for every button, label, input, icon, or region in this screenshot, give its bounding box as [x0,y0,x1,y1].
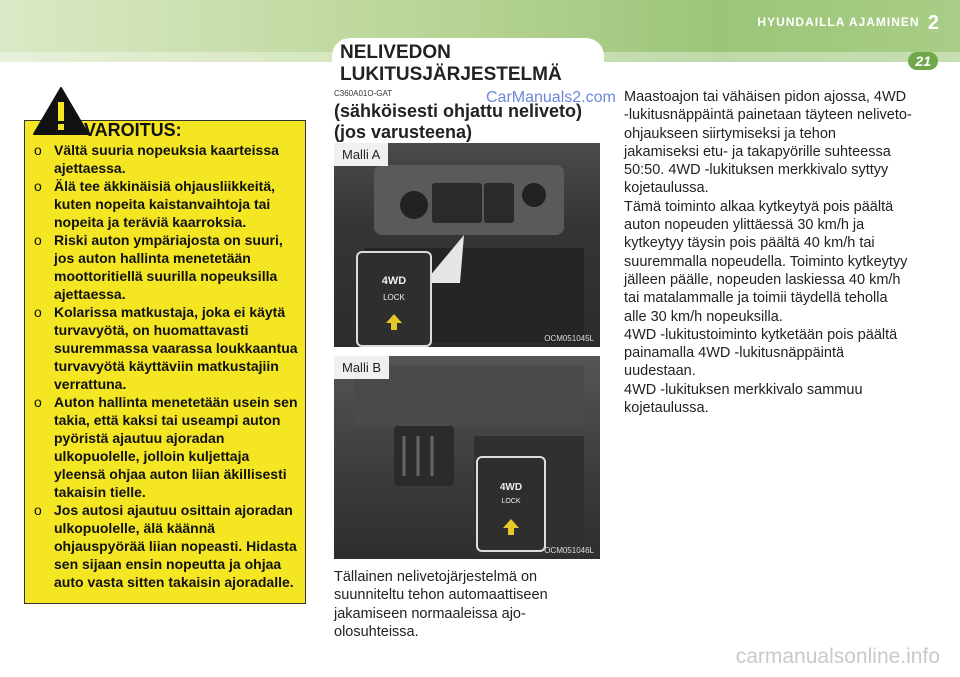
figure-a-caption: OCM051045L [544,334,594,343]
section-code: C360A01O-GAT [334,89,393,98]
figure-b-button-line2: LOCK [501,498,521,505]
section-title-line1: NELIVEDON [340,42,451,63]
chapter-title [757,12,940,35]
figure-b-label: Malli B [334,356,389,379]
warning-bullet: o [34,142,42,158]
footer-watermark: carmanualsonline.info [735,645,940,668]
section-subtitle [334,101,582,143]
figure-b-caption: OCM051046L [544,546,594,555]
chapter-title-text: HYUNDAILLA AJAMINEN [757,15,920,29]
section-title-line2: LUKITUSJÄRJESTELMÄ [340,64,562,85]
warning-item [32,177,304,231]
warning-item [32,303,304,393]
watermark-top: CarManuals2.com [486,89,616,106]
body-middle-text: Tällainen nelivetojärjestelmä on suunniteltu tehon automaattiseen jakamiseen normaaleissa ajo-olosuhteissa. [334,569,548,640]
body-right-paragraph: Maastoajon tai vähäisen pidon ajossa, 4WD -lukitusnäppäintä painetaan täyteen neliveto-ohjaukseen siirtymiseksi ja tehon jakamiseksi etu- ja takapyörille suhteessa 50:50. 4WD -lukituksen merkkivalo syttyy kojetaulussa. [624,89,912,197]
chapter-number: 2 [927,12,940,34]
section-title [340,42,562,86]
console-b-illustration [334,356,600,559]
warning-item-text: Kolarissa matkustaja, joka ei käytä turvavyötä, on huomattavasti suuremmassa vaarassa loukkaantua turvavyötä käyttäviin matkustajiin verrattuna. [54,304,298,392]
warning-bullet: o [34,394,42,410]
figure-b-button-callout [476,456,546,552]
warning-triangle-icon [32,86,90,136]
body-right-paragraph: 4WD -lukitustoiminto kytketään pois päältä painamalla 4WD -lukitusnäppäintä uudestaan. [624,326,898,380]
figure-a-label: Malli A [334,143,388,166]
figure-a-button-line2: LOCK [383,293,405,302]
figure-b-button-line1: 4WD [499,482,523,493]
warning-bullet: o [34,232,42,248]
body-right-column [624,88,912,417]
warning-item [32,501,304,591]
body-right-paragraph: Tämä toiminto alkaa kytkeytyä pois päältä auton nopeuden ylittäessä 30 km/h ja kytkeytyy täysin pois päältä 40 km/h tai suuremmalla nopeudella. Toiminto kytkeytyy jälleen päälle, nopeuden laskiessa 40 km/h tai matalammalle ja toimii täydellä teholla alle 30 km/h nopeuksilla. [624,198,908,325]
lock-arrow-icon [385,313,403,331]
warning-bullet: o [34,502,42,518]
figure-a-button-callout [356,251,432,347]
warning-bullet: o [34,304,42,320]
warning-item-text: Älä tee äkkinäisiä ohjausliikkeitä, kuten nopeita kaistanvaihtoja tai nopeita ja teräviä kaarroksia. [54,178,275,230]
warning-item-text: Auton hallinta menetetään usein sen takia, että kaksi tai useampi auton pyöristä ajautuu ajoradan ulkopuolelle, jolloin kuljettaja yleensä ohjaa auton liian äkillisesti takaisin tielle. [54,394,298,500]
body-right-paragraph: 4WD -lukituksen merkkivalo sammuu kojetaulussa. [624,381,863,417]
warning-item [32,231,304,303]
figure-a-photo [334,143,600,347]
page-number: 21 [908,52,938,70]
warning-list [32,141,304,591]
warning-item [32,141,304,177]
warning-item-text: Jos autosi ajautuu osittain ajoradan ulkopuolelle, älä käännä ohjauspyörää liian nopeasti. Hidasta sen sijaan ensin nopeutta ja ohjaa auto vasta sitten takaisin ajoradalle. [54,502,297,590]
lock-arrow-icon [502,518,520,536]
warning-item [32,393,304,501]
figure-a-button-line1: 4WD [381,275,407,287]
figure-b-photo [334,356,600,559]
warning-bullet: o [34,178,42,194]
warning-item-text: Vältä suuria nopeuksia kaarteissa ajettaessa. [54,142,279,176]
warning-item-text: Riski auton ympäriajosta on suuri, jos auton hallinta menetetään moottoritiellä suurilla nopeuksilla ajettaessa. [54,232,283,302]
section-subtitle-line1: (sähköisesti ohjattu neliveto) [334,101,583,121]
section-subtitle-line2: (jos varusteena) [334,122,473,142]
warning-title: VAROITUS: [84,120,182,140]
